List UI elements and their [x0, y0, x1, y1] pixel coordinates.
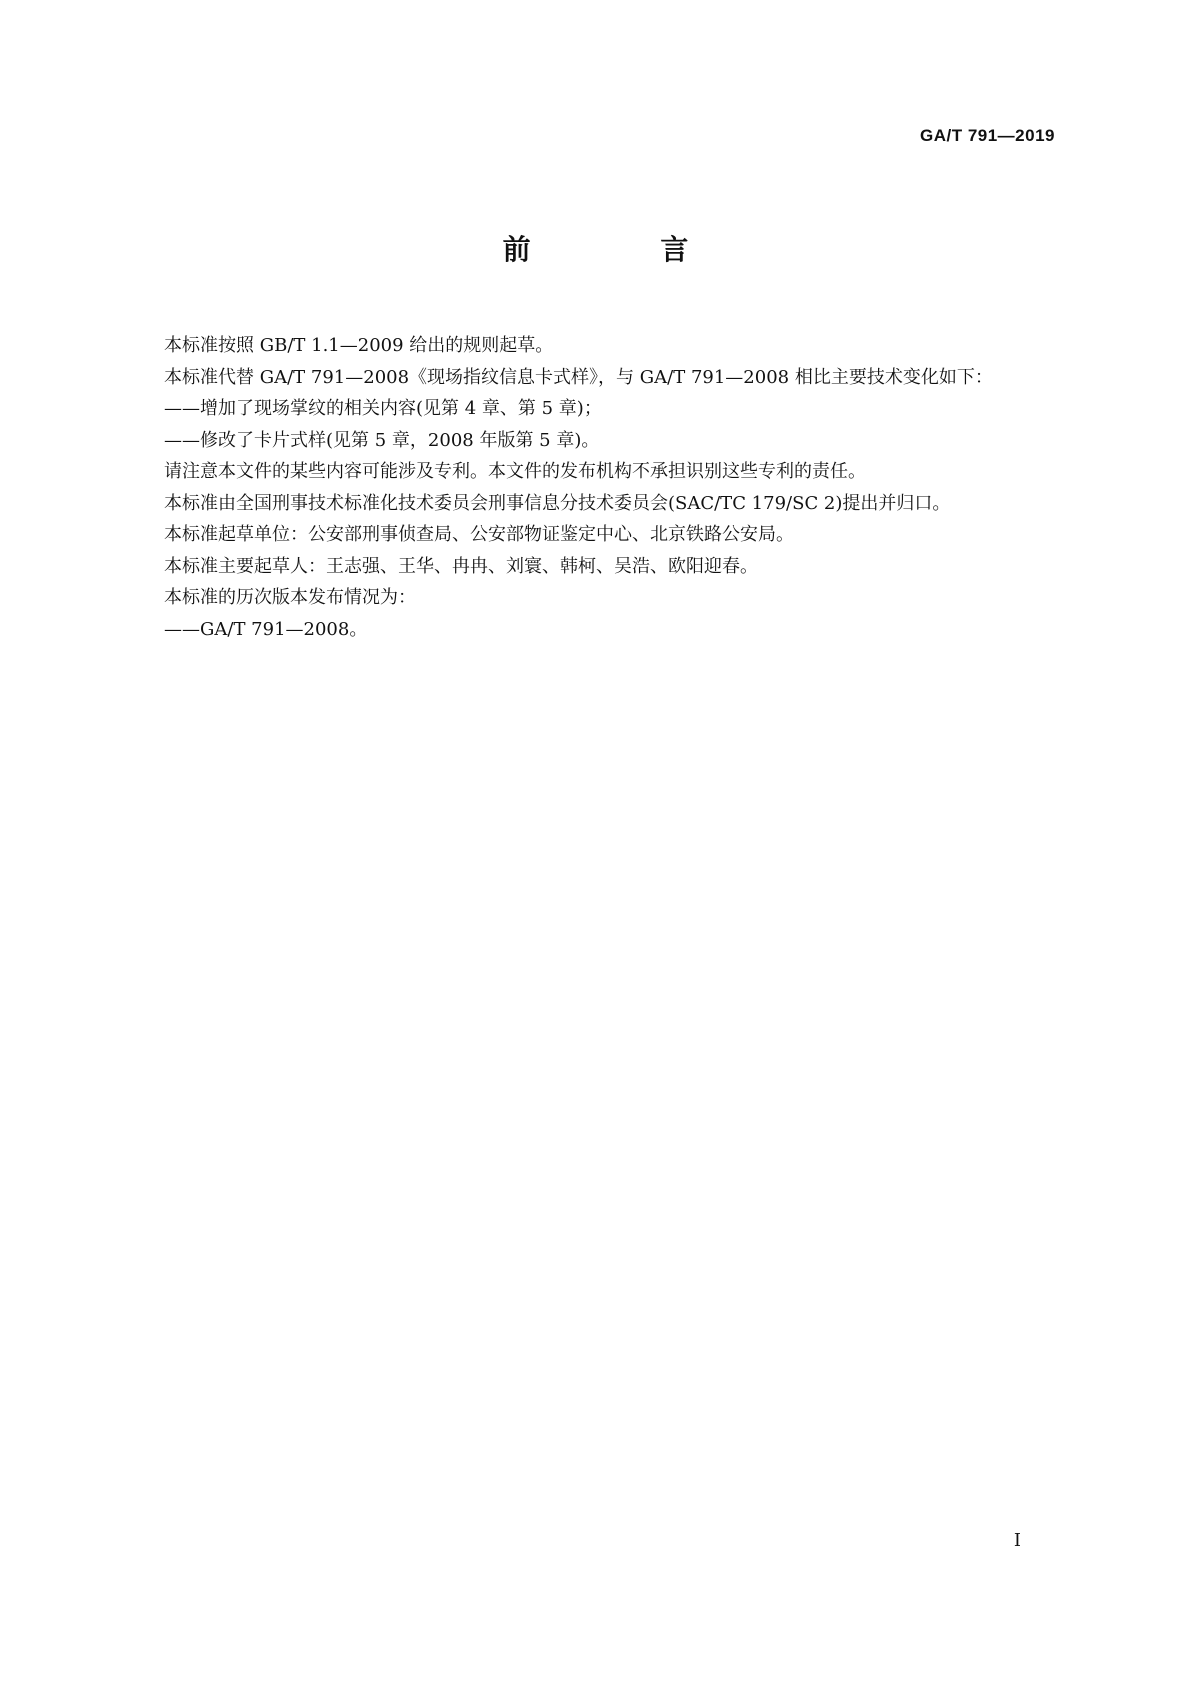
- change-item-palmprint: ——增加了现场掌纹的相关内容(见第 4 章、第 5 章)；: [164, 398, 602, 419]
- change-item-card-format: ——修改了卡片式样(见第 5 章，2008 年版第 5 章)。: [164, 429, 600, 451]
- page-title: 前 言: [502, 233, 749, 266]
- paragraph-replacement: 本标准代替 GA/T 791—2008《现场指纹信息卡式样》，与 GA/T 791—2008 相比主要技术变化如下：: [164, 366, 993, 388]
- paragraph-drafting-units: 本标准起草单位：公安部刑事侦查局、公安部物证鉴定中心、北京铁路公安局。: [164, 524, 794, 545]
- foreword-body: [128, 330, 1058, 645]
- paragraph-history-intro: 本标准的历次版本发布情况为：: [164, 587, 416, 608]
- paragraph-patent-notice: 请注意本文件的某些内容可能涉及专利。本文件的发布机构不承担识别这些专利的责任。: [164, 461, 866, 482]
- paragraph-proposer: 本标准由全国刑事技术标准化技术委员会刑事信息分技术委员会(SAC/TC 179/SC 2)提出并归口。: [164, 492, 951, 514]
- paragraph-drafting-rules: 本标准按照 GB/T 1.1—2009 给出的规则起草。: [164, 335, 554, 356]
- page-number: I: [1013, 1530, 1021, 1551]
- history-item-2008: ——GA/T 791—2008。: [164, 618, 368, 640]
- paragraph-drafters: 本标准主要起草人：王志强、王华、冉冉、刘寰、韩柯、吴浩、欧阳迎春。: [164, 555, 758, 577]
- standard-code: GA/T 791—2019: [919, 126, 1055, 145]
